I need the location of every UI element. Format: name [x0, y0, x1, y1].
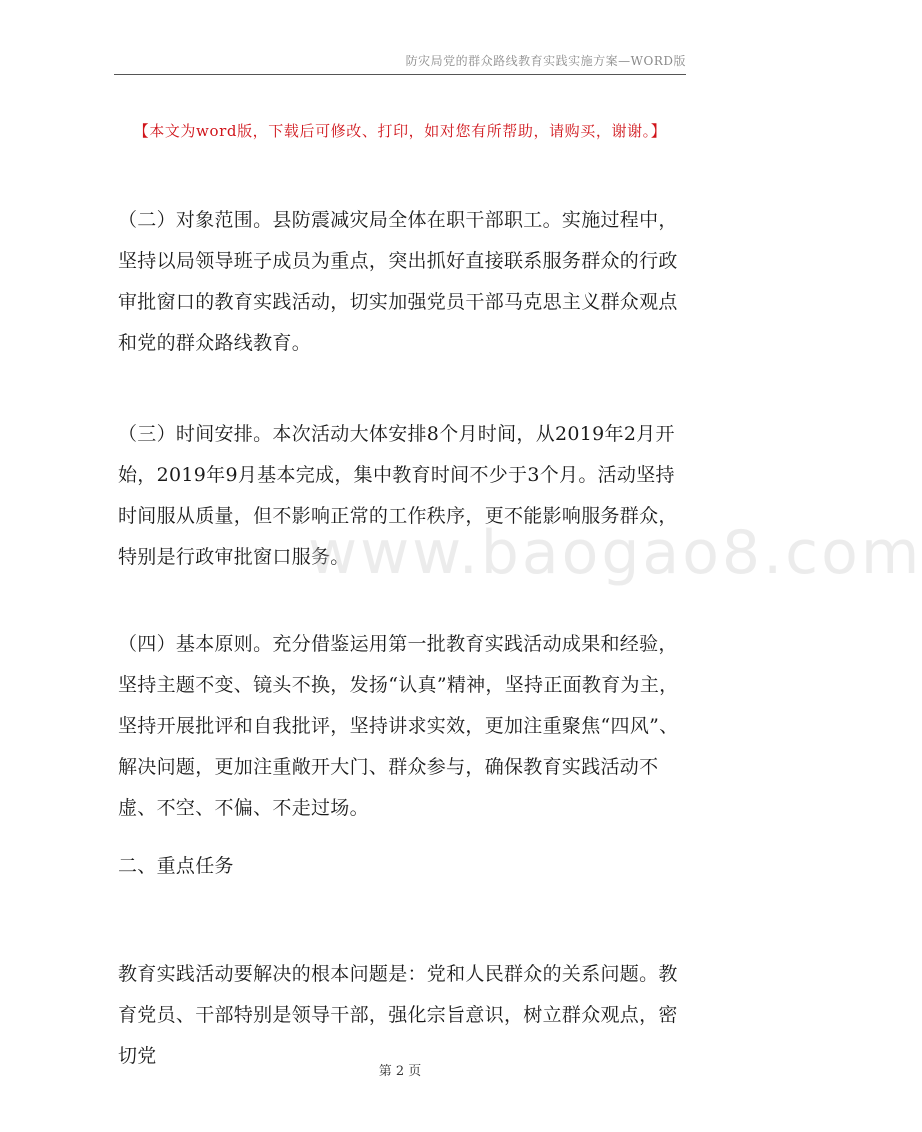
page-number: 第 2 页 [378, 1064, 422, 1079]
paragraph-scope: （二）对象范围。县防震减灾局全体在职干部职工。实施过程中，坚持以局领导班子成员为重点，突出抓好直接联系服务群众的行政审批窗口的教育实践活动，切实加强党员干部马克思主义群众观点和党的群众路线教育。 [118, 209, 678, 354]
paragraph-tasks-intro: 教育实践活动要解决的根本问题是：党和人民群众的关系问题。教育党员、干部特别是领导干部，强化宗旨意识，树立群众观点，密切党 [118, 963, 678, 1067]
watermark: www.baogao8.com [308, 518, 922, 588]
document-header-title: 防灾局党的群众路线教育实践实施方案—WORD版 [405, 54, 686, 68]
purchase-notice: 【本文为word版，下载后可修改、打印，如对您有所帮助，请购买，谢谢。】 [133, 122, 667, 140]
section-heading-key-tasks: 二、重点任务 [118, 855, 234, 877]
paragraph-schedule: （三）时间安排。本次活动大体安排8个月时间，从2019年2月开始，2019年9月基本完成，集中教育时间不少于3个月。活动坚持时间服从质量，但不影响正常的工作秩序，更不能影响服务群众，特别是行政审批窗口服务。 [118, 423, 678, 568]
header-divider [114, 74, 686, 75]
paragraph-principles: （四）基本原则。充分借鉴运用第一批教育实践活动成果和经验，坚持主题不变、镜头不换，发扬“认真”精神，坚持正面教育为主，坚持开展批评和自我批评，坚持讲求实效，更加注重聚焦“四风”、解决问题，更加注重敞开大门、群众参与，确保教育实践活动不虚、不空、不偏、不走过场。 [118, 633, 679, 819]
